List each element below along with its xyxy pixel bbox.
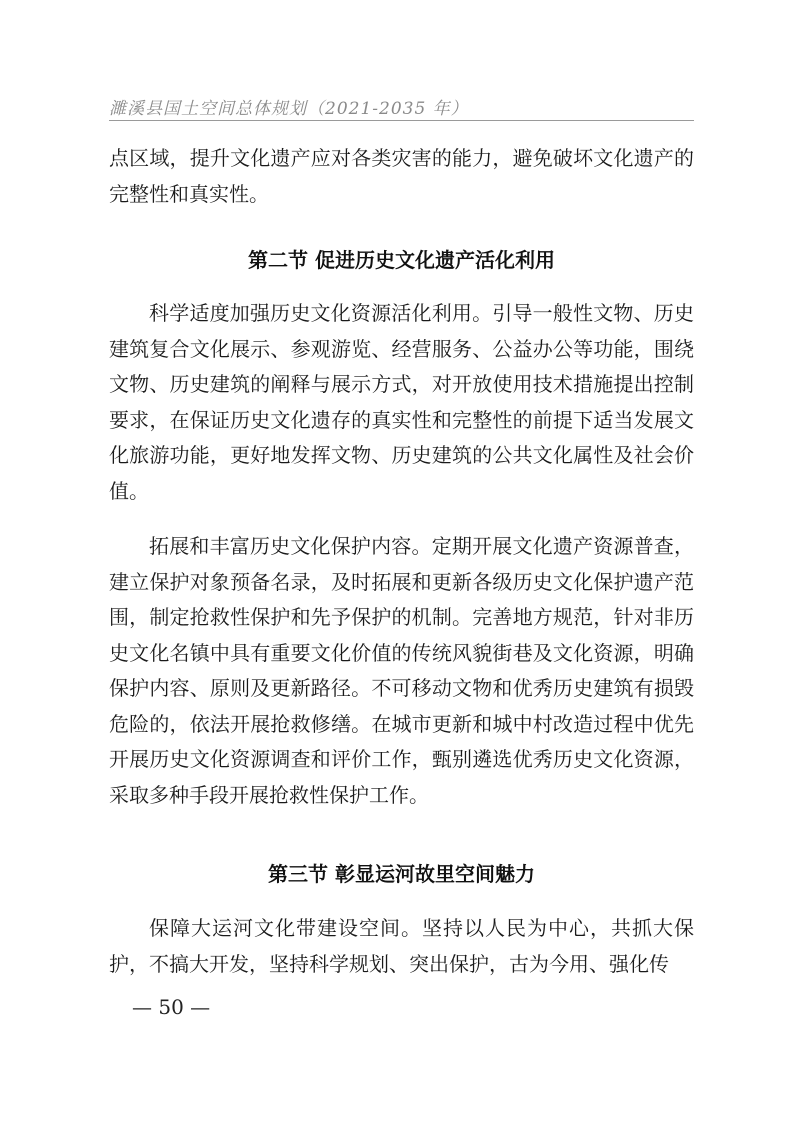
paragraph-grand-canal: 保障大运河文化带建设空间。坚持以人民为中心，共抓大保护，不搞大开发，坚持科学规划、突出保护，古为今用、强化传	[109, 916, 694, 976]
document-title: 濉溪县国土空间总体规划（2021-2035 年）	[109, 99, 469, 119]
section-heading-2: 第二节 促进历史文化遗产活化利用	[248, 248, 555, 272]
page-number: — 50 —	[132, 995, 211, 1019]
header-divider	[109, 120, 694, 121]
paragraph-continuation: 点区域，提升文化遗产应对各类灾害的能力，避免破坏文化遗产的完整性和真实性。	[109, 146, 694, 206]
section-heading-3: 第三节 彰显运河故里空间魅力	[268, 862, 535, 886]
paragraph-activation: 科学适度加强历史文化资源活化利用。引导一般性文物、历史建筑复合文化展示、参观游览、经营服务、公益办公等功能，围绕文物、历史建筑的阐释与展示方式，对开放使用技术措施提出控制要求，在保证历史文化遗存的真实性和完整性的前提下适当发展文化旅游功能，更好地发挥文物、历史建筑的公共文化属性及社会价值。	[109, 301, 694, 503]
page-header	[109, 92, 694, 122]
paragraph-protection: 拓展和丰富历史文化保护内容。定期开展文化遗产资源普查，建立保护对象预备名录，及时拓展和更新各级历史文化保护遗产范围，制定抢救性保护和先予保护的机制。完善地方规范，针对非历史文化名镇中具有重要文化价值的传统风貌街巷及文化资源，明确保护内容、原则及更新路径。不可移动文物和优秀历史建筑有损毁危险的，依法开展抢救修缮。在城市更新和城中村改造过程中优先开展历史文化资源调查和评价工作，甄别遴选优秀历史文化资源，采取多种手段开展抢救性保护工作。	[109, 534, 694, 807]
